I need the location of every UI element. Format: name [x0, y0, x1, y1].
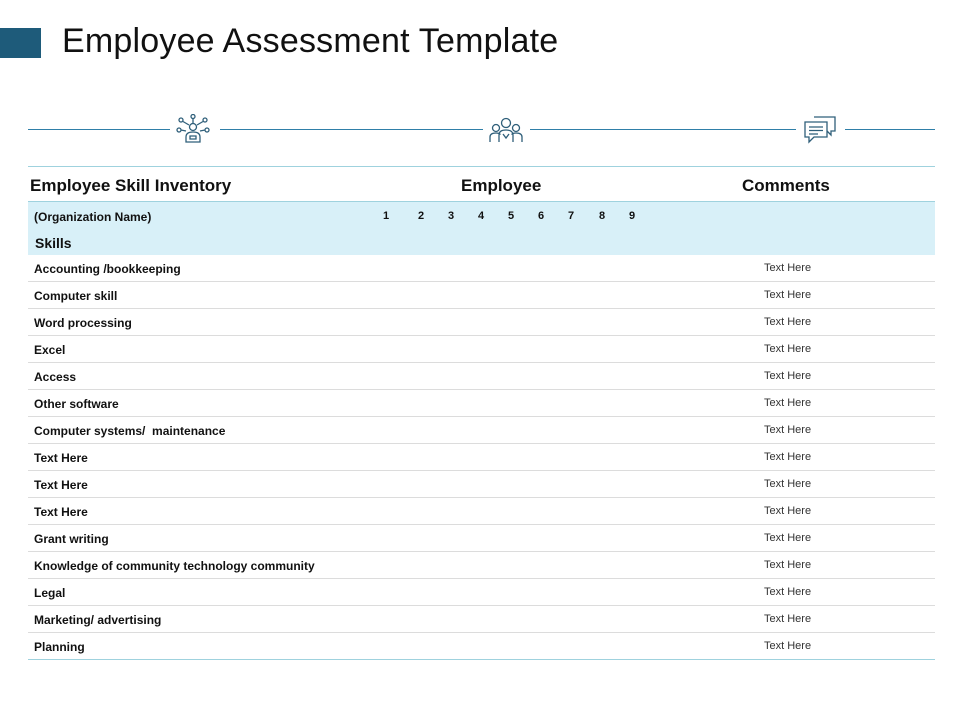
skill-cell: Grant writing	[34, 532, 109, 546]
table-row	[28, 363, 935, 390]
skill-cell: Text Here	[34, 478, 88, 492]
skill-cell: Other software	[34, 397, 119, 411]
skill-cell: Legal	[34, 586, 66, 600]
divider-line	[28, 129, 170, 130]
table-row	[28, 471, 935, 498]
comment-cell: Text Here	[764, 343, 812, 355]
comment-cell: Text Here	[764, 532, 812, 544]
scale-number: 6	[537, 210, 545, 222]
scale-number: 5	[507, 210, 515, 222]
title-accent-bar	[0, 28, 41, 58]
comment-cell: Text Here	[764, 397, 812, 409]
comment-cell: Text Here	[764, 559, 812, 571]
comment-cell: Text Here	[764, 370, 812, 382]
table-row	[28, 309, 935, 336]
comment-cell: Text Here	[764, 613, 812, 625]
table-row	[28, 498, 935, 525]
table-row	[28, 606, 935, 633]
comment-cell: Text Here	[764, 478, 812, 490]
scale-number: 1	[382, 210, 390, 222]
employee-network-icon	[176, 114, 210, 151]
comment-cell: Text Here	[764, 451, 812, 463]
table-row	[28, 282, 935, 309]
comment-cell: Text Here	[764, 505, 812, 517]
table-row	[28, 525, 935, 552]
comment-cell: Text Here	[764, 640, 812, 652]
divider-line	[530, 129, 796, 130]
skills-heading: Skills	[35, 235, 72, 251]
table-row	[28, 390, 935, 417]
skill-cell: Text Here	[34, 451, 88, 465]
table-row	[28, 633, 935, 660]
chat-icon	[802, 114, 838, 151]
skill-cell: Accounting /bookkeeping	[34, 262, 181, 276]
skill-cell: Computer skill	[34, 289, 118, 303]
comment-cell: Text Here	[764, 316, 812, 328]
table-row	[28, 255, 935, 282]
table-row	[28, 444, 935, 471]
comment-cell: Text Here	[764, 289, 812, 301]
scale-number: 4	[477, 210, 485, 222]
table-row	[28, 336, 935, 363]
skill-cell: Marketing/ advertising	[34, 613, 162, 627]
scale-number: 7	[567, 210, 575, 222]
skill-cell: Excel	[34, 343, 66, 357]
divider-line	[845, 129, 935, 130]
rating-scale-band	[28, 202, 935, 255]
scale-number: 2	[417, 210, 425, 222]
skill-cell: Text Here	[34, 505, 88, 519]
skill-cell: Planning	[34, 640, 85, 654]
table-row	[28, 579, 935, 606]
team-icon	[488, 114, 524, 151]
table-body	[28, 255, 935, 660]
skill-inventory-table	[28, 166, 935, 660]
table-row	[28, 552, 935, 579]
header-employee: Employee	[461, 176, 542, 195]
skill-cell: Access	[34, 370, 77, 384]
scale-number: 9	[628, 210, 636, 222]
table-row	[28, 417, 935, 444]
skill-cell: Computer systems/ maintenance	[34, 424, 226, 438]
skill-cell: Word processing	[34, 316, 132, 330]
skill-cell: Knowledge of community technology community	[34, 559, 315, 573]
organization-name-label: (Organization Name)	[34, 210, 152, 224]
scale-number: 8	[598, 210, 606, 222]
comment-cell: Text Here	[764, 586, 812, 598]
comment-cell: Text Here	[764, 424, 812, 436]
divider-line	[220, 129, 483, 130]
comment-cell: Text Here	[764, 262, 812, 274]
scale-number: 3	[447, 210, 455, 222]
header-comments: Comments	[742, 176, 830, 195]
header-skill-inventory: Employee Skill Inventory	[30, 176, 232, 195]
table-header-row	[28, 167, 935, 202]
page-title: Employee Assessment Template	[62, 22, 559, 60]
icon-timeline	[0, 108, 960, 152]
